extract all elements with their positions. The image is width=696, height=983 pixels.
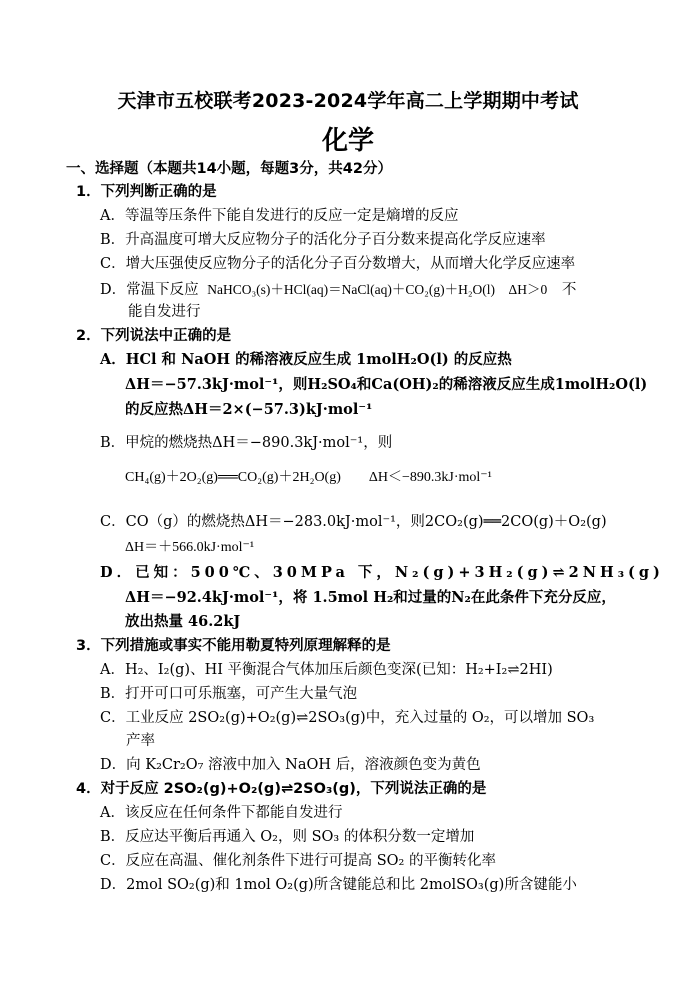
question-1-option-d xyxy=(100,280,576,300)
question-1-option-a: A．等温等压条件下能自发进行的反应一定是熵增的反应 xyxy=(100,208,459,224)
section-heading: 一、选择题（本题共14小题，每题3分，共42分） xyxy=(66,161,392,177)
question-2-option-a-line2: ΔH＝−57.3kJ·mol⁻¹，则H₂SO₄和Ca(OH)₂的稀溶液反应生成1molH₂O(l) xyxy=(125,376,648,393)
question-1-option-d-lead: D．常温下反应 xyxy=(100,282,199,298)
question-3-option-a: A．H₂、I₂(g)、HI 平衡混合气体加压后颜色变深(已知：H₂+I₂⇌2HI) xyxy=(100,662,553,678)
question-4-option-b: B．反应达平衡后再通入 O₂，则 SO₃ 的体积分数一定增加 xyxy=(100,829,475,845)
exam-title: 天津市五校联考2023-2024学年高二上学期期中考试 xyxy=(117,90,579,112)
question-4-stem: 4．对于反应 2SO₂(g)+O₂(g)⇌2SO₃(g)，下列说法正确的是 xyxy=(76,781,487,797)
question-2-option-c-line2: ΔH＝＋566.0kJ·mol⁻¹ xyxy=(125,540,255,555)
question-2-option-b-equation: CH₄(g)＋2O₂(g)══CO₂(g)＋2H₂O(g) ΔH＜−890.3kJ·mol⁻¹ xyxy=(125,470,492,485)
question-2-stem: 2．下列说法中正确的是 xyxy=(76,328,232,344)
question-1-option-d-continued: 能自发进行 xyxy=(128,304,201,320)
question-3-stem: 3．下列措施或事实不能用勒夏特列原理解释的是 xyxy=(76,638,391,654)
question-2-option-d-line2: ΔH＝−92.4kJ·mol⁻¹，将 1.5mol H₂和过量的N₂在此条件下充分反应， xyxy=(125,589,616,606)
question-1-option-d-tail: 不 xyxy=(561,282,577,298)
question-2-option-c: C．CO（g）的燃烧热ΔH＝−283.0kJ·mol⁻¹，则2CO₂(g)══2CO(g)＋O₂(g) xyxy=(100,514,607,530)
question-4-option-d: D．2mol SO₂(g)和 1mol O₂(g)所含键能总和比 2molSO₃(g)所含键能小 xyxy=(100,877,577,893)
question-3-option-c-line2: 产率 xyxy=(126,733,155,749)
question-2-option-a-line3: 的反应热ΔH＝2×(−57.3)kJ·mol⁻¹ xyxy=(125,401,373,418)
question-3-option-b: B．打开可口可乐瓶塞，可产生大量气泡 xyxy=(100,686,358,702)
question-2-option-d-line3: 放出热量 46.2kJ xyxy=(125,613,241,630)
question-1-option-c: C．增大压强使反应物分子的活化分子百分数增大，从而增大化学反应速率 xyxy=(100,256,576,272)
question-2-option-d: D．已知：500℃、30MPa 下，N₂(g)+3H₂(g)⇌2NH₃(g) xyxy=(100,564,664,581)
question-2-option-b: B．甲烷的燃烧热ΔH＝−890.3kJ·mol⁻¹，则 xyxy=(100,435,393,451)
question-4-option-a: A．该反应在任何条件下都能自发进行 xyxy=(100,805,343,821)
question-1-stem: 1．下列判断正确的是 xyxy=(76,184,217,200)
question-1-option-d-formula: NaHCO₃(s)＋HCl(aq)＝NaCl(aq)＋CO₂(g)＋H₂O(l) ΔH＞0 xyxy=(207,282,548,297)
question-1-option-b: B．升高温度可增大反应物分子的活化分子百分数来提高化学反应速率 xyxy=(100,232,546,248)
question-2-option-a: A．HCl 和 NaOH 的稀溶液反应生成 1molH₂O(l) 的反应热 xyxy=(100,351,512,368)
subject-title: 化学 xyxy=(321,126,374,156)
question-4-option-c: C．反应在高温、催化剂条件下进行可提高 SO₂ 的平衡转化率 xyxy=(100,853,496,869)
question-3-option-c: C．工业反应 2SO₂(g)+O₂(g)⇌2SO₃(g)中，充入过量的 O₂，可以增加 SO₃ xyxy=(100,710,595,726)
question-3-option-d: D．向 K₂Cr₂O₇ 溶液中加入 NaOH 后，溶液颜色变为黄色 xyxy=(100,757,481,773)
